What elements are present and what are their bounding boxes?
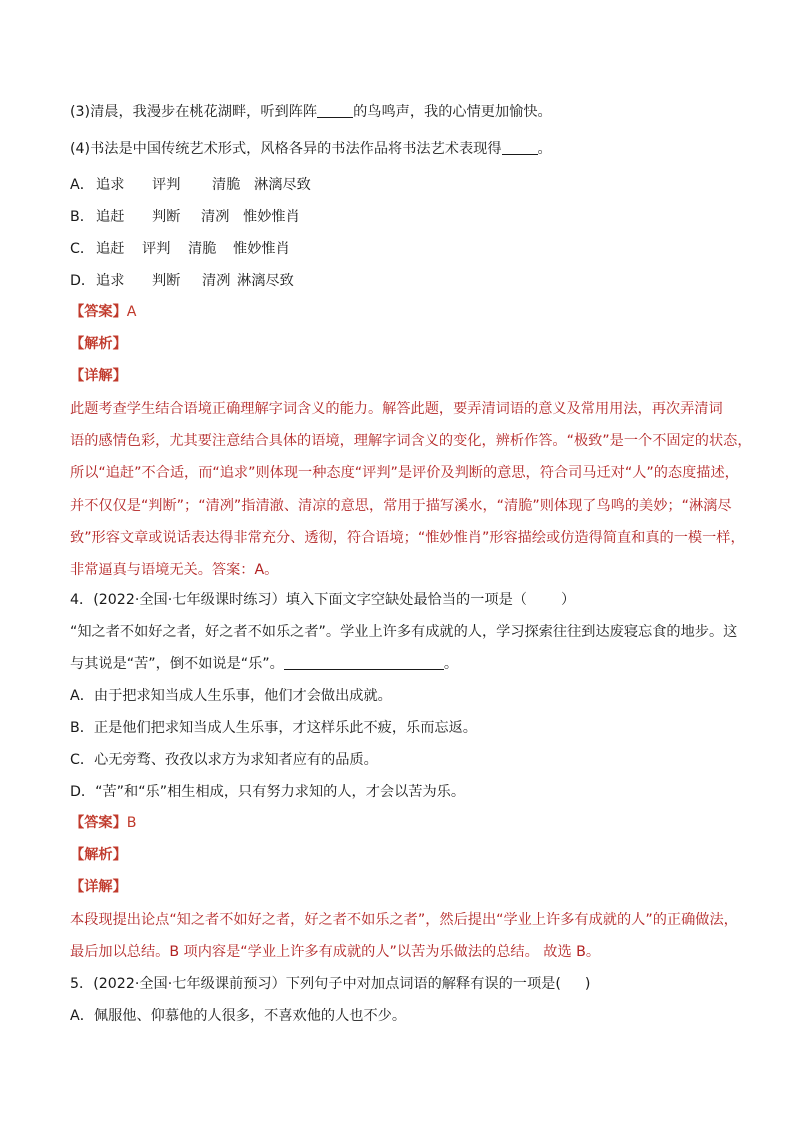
option-d: D．“苦”和“乐”相生相成，只有努力求知的人，才会以苦为乐。 <box>70 784 466 800</box>
analysis-label: 【解析】 <box>70 336 127 352</box>
fill-blank <box>284 655 444 670</box>
question-item-3: (3)清晨，我漫步在桃花湖畔，听到阵阵 的鸟鸣声，我的心情更加愉快。 <box>70 104 552 120</box>
explanation-line: 非常逼真与语境无关。答案：A。 <box>70 562 279 578</box>
question-4-passage: “知之者不如好之者，好之者不如乐之者”。学业上许多有成就的人，学习探索往往到达废寝忘食的地步。这 <box>70 624 738 640</box>
explanation-line: 所以“追赶”不合适，而“追求”则体现一种态度“评判”是评价及判断的意思，符合司马迁对“人”的态度描述， <box>70 465 739 481</box>
analysis-label: 【解析】 <box>70 847 127 863</box>
detail-label: 【详解】 <box>70 368 127 384</box>
answer-value: A <box>126 304 137 320</box>
question-4-passage: 与其说是“苦”，倒不如说是“乐”。 。 <box>70 656 459 672</box>
answer-value: B <box>126 815 137 831</box>
fill-blank <box>502 140 538 155</box>
explanation-line: 此题考查学生结合语境正确理解字词含义的能力。解答此题，要弄清词语的意义及常用用法，再次弄清词 <box>70 401 723 417</box>
option-b: B． 追赶 判断 清冽 惟妙惟肖 <box>70 209 300 225</box>
option-d: D．追求 判断 清冽 淋漓尽致 <box>70 273 294 289</box>
answer-label: 【答案】B <box>70 815 137 831</box>
explanation-line: 并不仅仅是“判断”；“清冽”指清澈、清凉的意思，常用于描写溪水，“清脆”则体现了鸟鸣的美妙；“淋漓尽 <box>70 498 732 514</box>
fill-blank <box>317 103 353 118</box>
option-a: A． 追求 评判 清脆 淋漓尽致 <box>70 177 311 193</box>
answer-label: 【答案】A <box>70 304 137 320</box>
option-a: A．由于把求知当成人生乐事，他们才会做出成就。 <box>70 688 392 704</box>
option-a: A．佩服他、仰慕他的人很多，不喜欢他的人也不少。 <box>70 1008 407 1024</box>
question-item-4: (4)书法是中国传统艺术形式，风格各异的书法作品将书法艺术表现得 。 <box>70 141 552 157</box>
explanation-line: 最后加以总结。B 项内容是“学业上许多有成就的人”以苦为乐做法的总结。 故选 B。 <box>70 944 601 960</box>
question-4-stem: 4．(2022·全国·七年级课时练习）填入下面文字空缺处最恰当的一项是（ ） <box>70 592 576 608</box>
question-5-stem: 5．(2022·全国·七年级课前预习）下列句子中对加点词语的解释有误的一项是( ) <box>70 976 591 992</box>
explanation-line: 致”形容文章或说话表达得非常充分、透彻，符合语境；“惟妙惟肖”形容描绘或仿造得简直和真的一模一样， <box>70 530 745 546</box>
explanation-line: 语的感情色彩，尤其要注意结合具体的语境，理解字词含义的变化，辨析作答。“极致”是一个不固定的状态， <box>70 433 752 449</box>
option-b: B．正是他们把求知当成人生乐事，才这样乐此不疲，乐而忘返。 <box>70 720 477 736</box>
detail-label: 【详解】 <box>70 879 127 895</box>
option-c: C．心无旁骛、孜孜以求方为求知者应有的品质。 <box>70 752 378 768</box>
explanation-line: 本段现提出论点“知之者不如好之者，好之者不如乐之者”，然后提出“学业上许多有成就的人”的正确做法， <box>70 912 738 928</box>
option-c: C． 追赶 评判 清脆 惟妙惟肖 <box>70 241 290 257</box>
